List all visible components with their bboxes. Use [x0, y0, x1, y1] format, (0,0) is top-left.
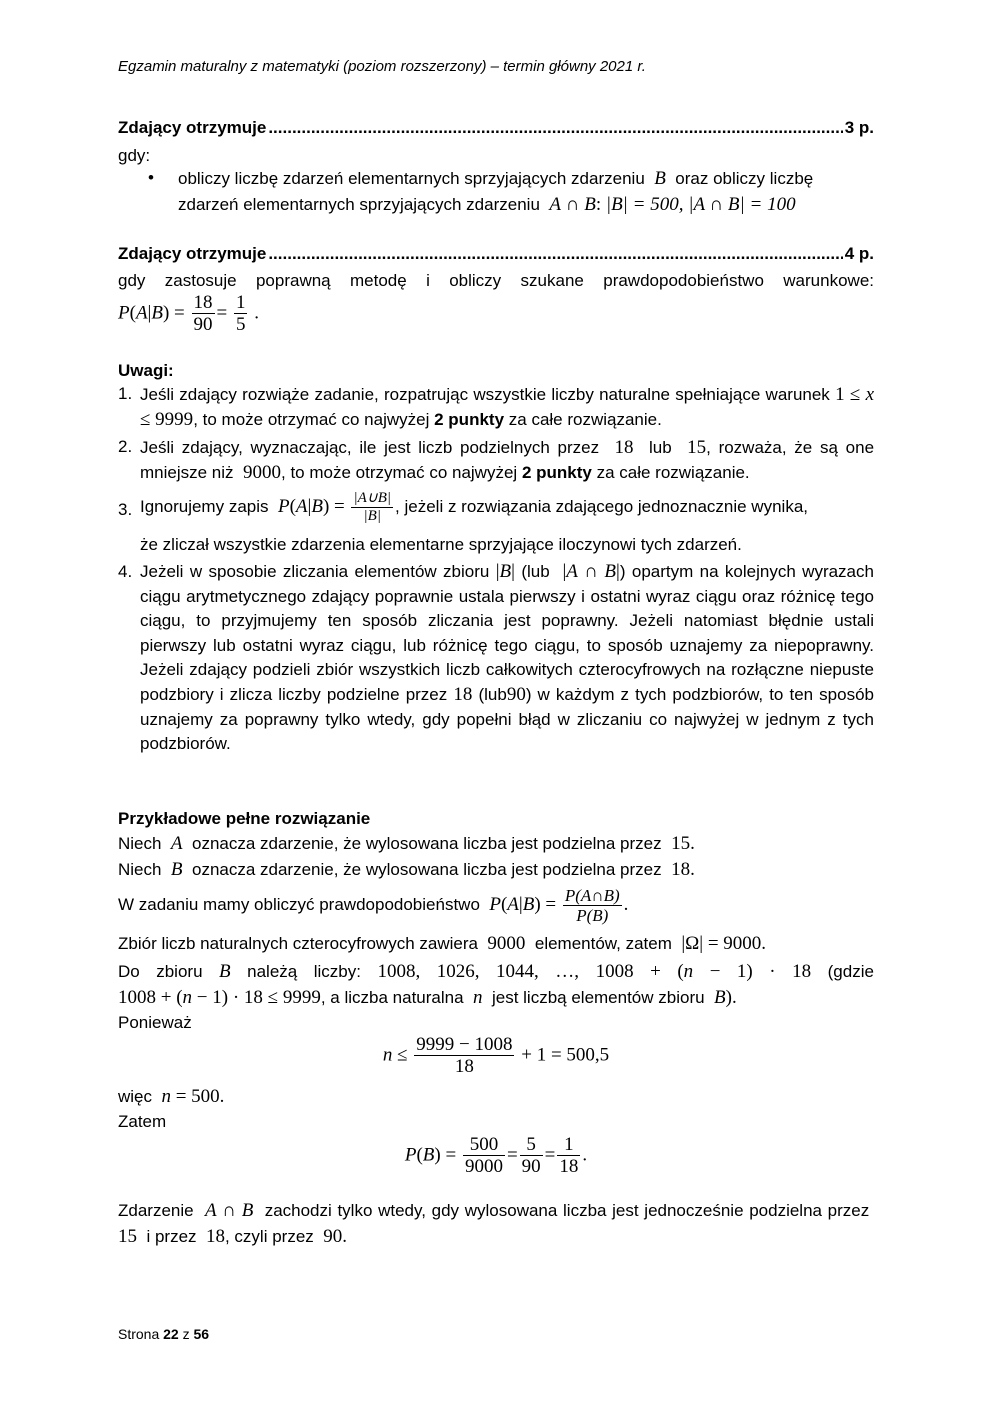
leader-dots	[268, 244, 842, 264]
note-4: Jeżeli w sposobie zliczania elementów zbioru |B| (lub |A ∩ B|) opartym na kolejnych wyrazach ciągu arytmetycznego zdający poprawnie ustala pierwszy i ostatni wyraz ciągu oraz różnicę tego ciągu, to przyjmujemy ten sposób zliczania jest poprawny. Jeżeli natomiast błędnie ustali pierwszy lub ostatni wyraz ciągu, lub różnicę tego ciągu, to sposób uznajemy za niepoprawny. Jeżeli zdający podzieli zbiór wszystkich liczb całkowitych czterocyfrowych na rozłączne niepuste podzbiory i zlicza liczby podzielne przez 18 (lub90) w każdym z tych podzbiorów, to ten sposób uznajemy za poprawny tylko wtedy, gdy popełni błąd w zliczaniu co najwyżej w jednym z tych podzbiorów.	[140, 561, 874, 754]
running-header: Egzamin maturalny z matematyki (poziom rozszerzony) – termin główny 2021 r.	[118, 58, 646, 75]
score3-when: gdy:	[118, 146, 151, 165]
note-2: Jeśli zdający, wyznaczając, ile jest liczb podzielnych przez 18 lub 15, rozważa, że są one mniejsze niż 9000, to może otrzymać co najwyżej 2 punkty za całe rozwiązanie.	[140, 437, 875, 483]
solution-line-1: Niech A oznacza zdarzenie, że wylosowana liczba jest podzielna przez 15.	[118, 833, 695, 854]
note-3-cont: że zliczał wszystkie zdarzenia elementarne sprzyjające iloczynowi tych zdarzeń.	[140, 535, 742, 554]
page-total: 56	[193, 1326, 210, 1342]
score4-text: gdy zastosuje poprawną metodę i obliczy szukane prawdopodobieństwo warunkowe:	[118, 271, 874, 290]
score-line-4	[118, 244, 874, 264]
page-number: 22	[163, 1326, 179, 1342]
solution-title: Przykładowe pełne rozwiązanie	[118, 809, 371, 828]
leader-dots	[268, 118, 842, 138]
score-label: Zdający otrzymuje	[118, 244, 267, 263]
solution-line-7: Ponieważ	[118, 1013, 192, 1032]
solution-line-3: W zadaniu mamy obliczyć prawdopodobieństwo P(A|B) = $\frac{P(A\cap B)}{P(B)}$ .	[118, 885, 629, 926]
note-3: Ignorujemy zapis P(A|B) = $\frac{|A\cup B|}{|B|}$ , jeżeli z rozwiązania zdającego jednoznacznie wynika,	[140, 490, 808, 524]
notes-title: Uwagi:	[118, 361, 174, 380]
score3-bullet-text: obliczy liczbę zdarzeń elementarnych sprzyjających zdarzeniu B oraz obliczy liczbę zdarzeń elementarnych sprzyjających zdarzeniu A ∩ B: |B| = 500, |A ∩ B| = 100	[178, 168, 814, 215]
solution-line-6: 1008 + (n − 1) · 18 ≤ 9999, a liczba naturalna n jest liczbą elementów zbioru B).	[118, 987, 737, 1008]
note-1: Jeśli zdający rozwiąże zadanie, rozpatrując wszystkie liczby naturalne spełniające warunek 1 ≤ x ≤ 9999, to może otrzymać co najwyżej 2 punkty za całe rozwiązanie.	[140, 384, 875, 430]
note-number: 1.	[118, 384, 133, 403]
solution-line-2: Niech B oznacza zdarzenie, że wylosowana liczba jest podzielna przez 18.	[118, 859, 695, 880]
score-points: 4 p.	[844, 244, 874, 263]
solution-line-10: Zdarzenie A ∩ B zachodzi tylko wtedy, gdy wylosowana liczba jest jednocześnie podzielna przez 15 i przez 18, czyli przez 90.	[118, 1200, 870, 1247]
inequality-display: n ≤ $\frac{9999 - 1008}{18}$ + 1 = 500,5	[382, 1034, 610, 1078]
solution-line-9: Zatem	[118, 1112, 167, 1131]
solution-line-4: Zbiór liczb naturalnych czterocyfrowych zawiera 9000 elementów, zatem |Ω| = 9000.	[118, 933, 767, 954]
solution-line-8: więc n = 500.	[118, 1086, 225, 1107]
score4-formula: P(A|B) = $\frac{18}{90}$ = $\frac{1}{5}$ .	[118, 292, 259, 336]
bullet-marker: •	[148, 168, 154, 187]
note-number: 4.	[118, 562, 133, 581]
score-label: Zdający otrzymuje	[118, 118, 267, 137]
score-points: 3 p.	[844, 118, 874, 137]
note-number: 3.	[118, 500, 133, 519]
solution-line-5: Do zbioru B należą liczby: 1008, 1026, 1044, …, 1008 + (n − 1) · 18 (gdzie	[118, 961, 874, 982]
page-footer: Strona 22 z 56	[118, 1326, 210, 1342]
probability-display: P(B) = $\frac{500}{9000}$ = $\frac{5}{90}$ = $\frac{1}{18}$ .	[404, 1134, 588, 1178]
score-line-3	[118, 118, 874, 138]
note-number: 2.	[118, 437, 133, 456]
score3-math: |B| = 500, |A ∩ B| = 100	[605, 194, 796, 215]
